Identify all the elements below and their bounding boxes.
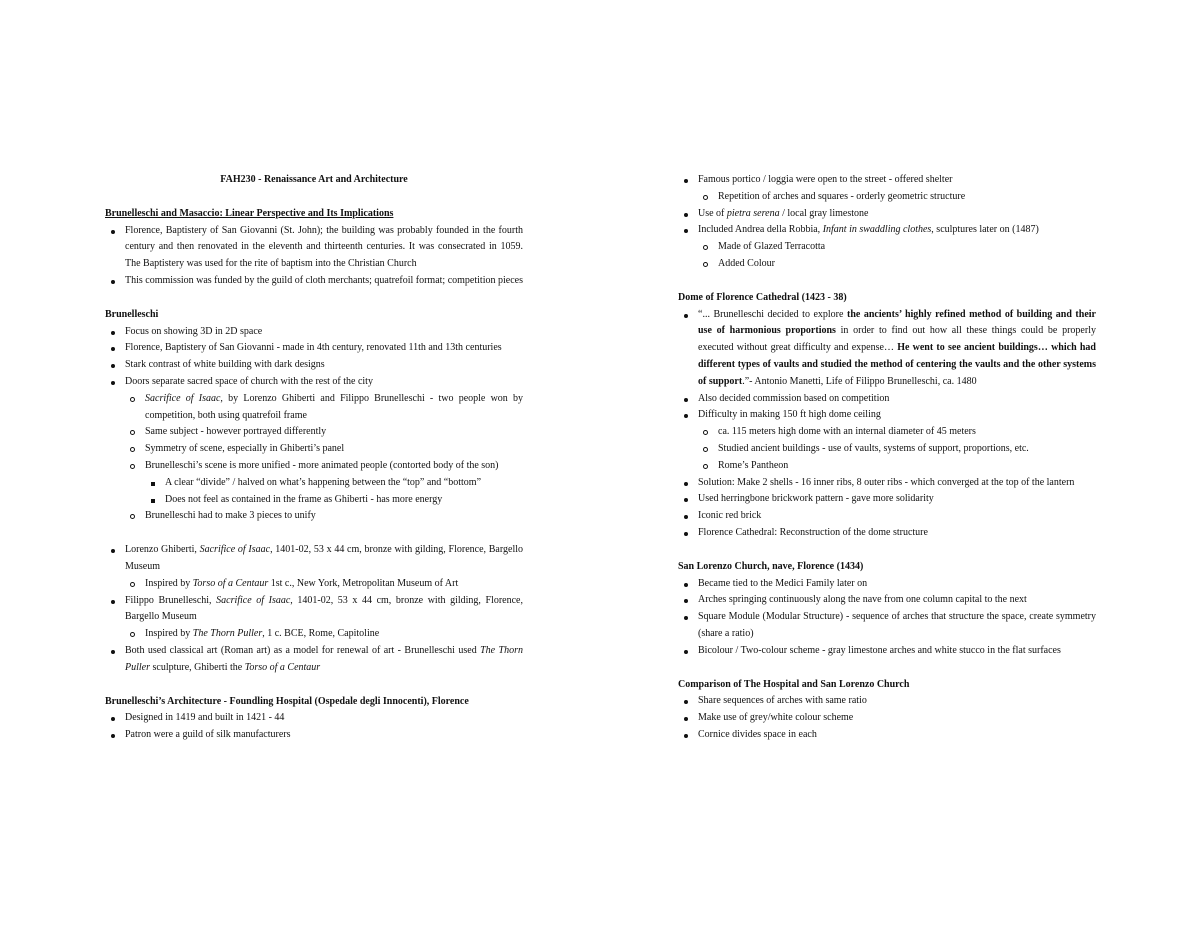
list-item-text: Use of xyxy=(698,207,727,219)
list-item: Stark contrast of white building with dark designs xyxy=(105,357,523,374)
bullet-list xyxy=(678,307,1096,542)
artwork-title: Torso of a Centaur xyxy=(244,661,321,673)
list-item: Symmetry of scene, especially in Ghiberti’s panel xyxy=(125,441,523,458)
list-item: Arches springing continuously along the nave from one column capital to the next xyxy=(678,592,1096,609)
list-item-text: , 1 c. BCE, Rome, Capitoline xyxy=(262,628,380,640)
list-item: Used herringbone brickwork pattern - gave more solidarity xyxy=(678,491,1096,508)
list-item: Rome’s Pantheon xyxy=(698,458,1096,475)
list-item: Cornice divides space in each xyxy=(678,727,1096,744)
list-item: Florence Cathedral: Reconstruction of the dome structure xyxy=(678,525,1096,542)
list-item-text: / local gray limestone xyxy=(779,207,869,219)
list-item: Famous portico / loggia were open to the street - offered shelter xyxy=(678,172,1096,189)
list-item: Focus on showing 3D in 2D space xyxy=(105,324,523,341)
list-item: Same subject - however portrayed differently xyxy=(125,424,523,441)
artwork-title: Sacrifice of Isaac xyxy=(216,594,291,606)
list-item xyxy=(678,307,1096,391)
list-item: Brunelleschi had to make 3 pieces to unify xyxy=(125,508,523,525)
list-item-text: , 1401-02, 53 x 44 cm, bronze with gilding, Florence, Bargello Museum xyxy=(125,594,523,623)
list-item: Patron were a guild of silk manufacturers xyxy=(105,727,523,744)
section-heading-dome: Dome of Florence Cathedral (1423 - 38) xyxy=(678,291,847,303)
list-item: Iconic red brick xyxy=(678,508,1096,525)
list-item-text: , by Lorenzo Ghiberti and Filippo Brunelleschi - two people won by competition, both using quatrefoil frame xyxy=(145,392,523,421)
list-item: Florence, Baptistery of San Giovanni - made in 4th century, renovated 11th and 13th centuries xyxy=(105,340,523,357)
bold-quote: He went to see ancient buildings… which had different types of vaults and studied the method of centering the vaults and the other systems of support xyxy=(698,342,1096,387)
list-item xyxy=(105,593,523,627)
list-item xyxy=(105,643,523,677)
list-item: A clear “divide” / halved on what’s happening between the “top” and “bottom” xyxy=(145,475,523,492)
list-item: Brunelleschi’s scene is more unified - more animated people (contorted body of the son) xyxy=(125,458,523,475)
list-item: Does not feel as contained in the frame as Ghiberti - has more energy xyxy=(145,492,523,509)
bullet-list xyxy=(678,576,1096,660)
section-heading-foundling-hospital: Brunelleschi’s Architecture - Foundling Hospital (Ospedale degli Innocenti), Florence xyxy=(105,695,469,707)
artwork-title: The Thorn Puller xyxy=(125,644,523,673)
list-item: Studied ancient buildings - use of vaults, systems of support, proportions, etc. xyxy=(698,441,1096,458)
list-item: Designed in 1419 and built in 1421 - 44 xyxy=(105,710,523,727)
list-item-text: Lorenzo Ghiberti, xyxy=(125,544,200,556)
list-item-text: Inspired by xyxy=(145,577,193,589)
list-item-text: .”- Antonio Manetti, Life of Filippo Brunelleschi, ca. 1480 xyxy=(742,375,977,387)
list-item: Doors separate sacred space of church with the rest of the city xyxy=(105,374,523,391)
section-heading-san-lorenzo: San Lorenzo Church, nave, Florence (1434) xyxy=(678,560,864,572)
bullet-list xyxy=(678,172,1096,273)
section-heading-comparison: Comparison of The Hospital and San Lorenzo Church xyxy=(678,678,910,690)
left-column xyxy=(105,172,523,744)
list-item xyxy=(678,222,1096,239)
list-item xyxy=(125,391,523,425)
list-item-text: Included Andrea della Robbia, xyxy=(698,224,823,236)
list-item: Added Colour xyxy=(698,256,1096,273)
bullet-list xyxy=(105,324,523,526)
list-item: ca. 115 meters high dome with an internal diameter of 45 meters xyxy=(698,424,1096,441)
list-item xyxy=(125,576,523,593)
list-item xyxy=(678,206,1096,223)
artwork-title: Sacrifice of Isaac xyxy=(199,544,271,556)
list-item: Florence, Baptistery of San Giovanni (St. John); the building was probably founded in the fourth century and then renovated in the eleventh and thirteenth centuries. It was consecrated in 1059. The Baptistery was used for the rite of baptism into the Christian Church xyxy=(105,223,523,273)
artwork-title: The Thorn Puller xyxy=(192,628,263,640)
artwork-title: Sacrifice of Isaac xyxy=(145,392,221,404)
list-item: Make use of grey/white colour scheme xyxy=(678,710,1096,727)
artwork-title: Infant in swaddling clothes xyxy=(822,224,932,236)
list-item: Became tied to the Medici Family later on xyxy=(678,576,1096,593)
list-item-text: Inspired by xyxy=(145,628,193,640)
document-title: FAH230 - Renaissance Art and Architecture xyxy=(220,174,408,185)
list-item-text: , sculptures later on (1487) xyxy=(931,224,1039,236)
list-item: Difficulty in making 150 ft high dome ceiling xyxy=(678,407,1096,424)
right-column xyxy=(678,172,1096,744)
list-item: Square Module (Modular Structure) - sequence of arches that structure the space, create symmetry (share a ratio) xyxy=(678,609,1096,643)
list-item: Share sequences of arches with same ratio xyxy=(678,693,1096,710)
list-item: Bicolour / Two-colour scheme - gray limestone arches and white stucco in the flat surfaces xyxy=(678,643,1096,660)
bullet-list xyxy=(105,542,523,676)
list-item-text: sculpture, Ghiberti the xyxy=(150,661,245,673)
list-item: Also decided commission based on competition xyxy=(678,391,1096,408)
list-item-text: “... Brunelleschi decided to explore xyxy=(698,308,847,320)
section-heading-brunelleschi: Brunelleschi xyxy=(105,308,159,320)
artwork-title: pietra serena xyxy=(726,207,780,219)
list-item xyxy=(105,542,523,576)
list-item: Repetition of arches and squares - orderly geometric structure xyxy=(698,189,1096,206)
list-item-text: Filippo Brunelleschi, xyxy=(125,594,217,606)
bullet-list xyxy=(678,693,1096,743)
list-item-text: Both used classical art (Roman art) as a model for renewal of art - Brunelleschi used xyxy=(125,644,481,656)
bullet-list xyxy=(105,710,523,744)
list-item: Solution: Make 2 shells - 16 inner ribs, 8 outer ribs - which converged at the top of the lantern xyxy=(678,475,1096,492)
list-item: This commission was funded by the guild of cloth merchants; quatrefoil format; competition pieces xyxy=(105,273,523,290)
section-heading-linear-perspective: Brunelleschi and Masaccio: Linear Perspective and Its Implications xyxy=(105,207,394,219)
list-item-text: in order to find out how all these things could be properly executed without great difficulty and expense… xyxy=(698,325,1096,354)
artwork-title: Torso of a Centaur xyxy=(192,577,269,589)
bold-quote: the ancients’ highly refined method of building and their use of harmonious proportions xyxy=(698,308,1096,337)
list-item-text: 1st c., New York, Metropolitan Museum of Art xyxy=(268,577,459,589)
bullet-list xyxy=(105,223,523,290)
list-item: Made of Glazed Terracotta xyxy=(698,239,1096,256)
list-item-text: , 1401-02, 53 x 44 cm, bronze with gilding, Florence, Bargello Museum xyxy=(125,544,524,572)
list-item xyxy=(125,626,523,643)
